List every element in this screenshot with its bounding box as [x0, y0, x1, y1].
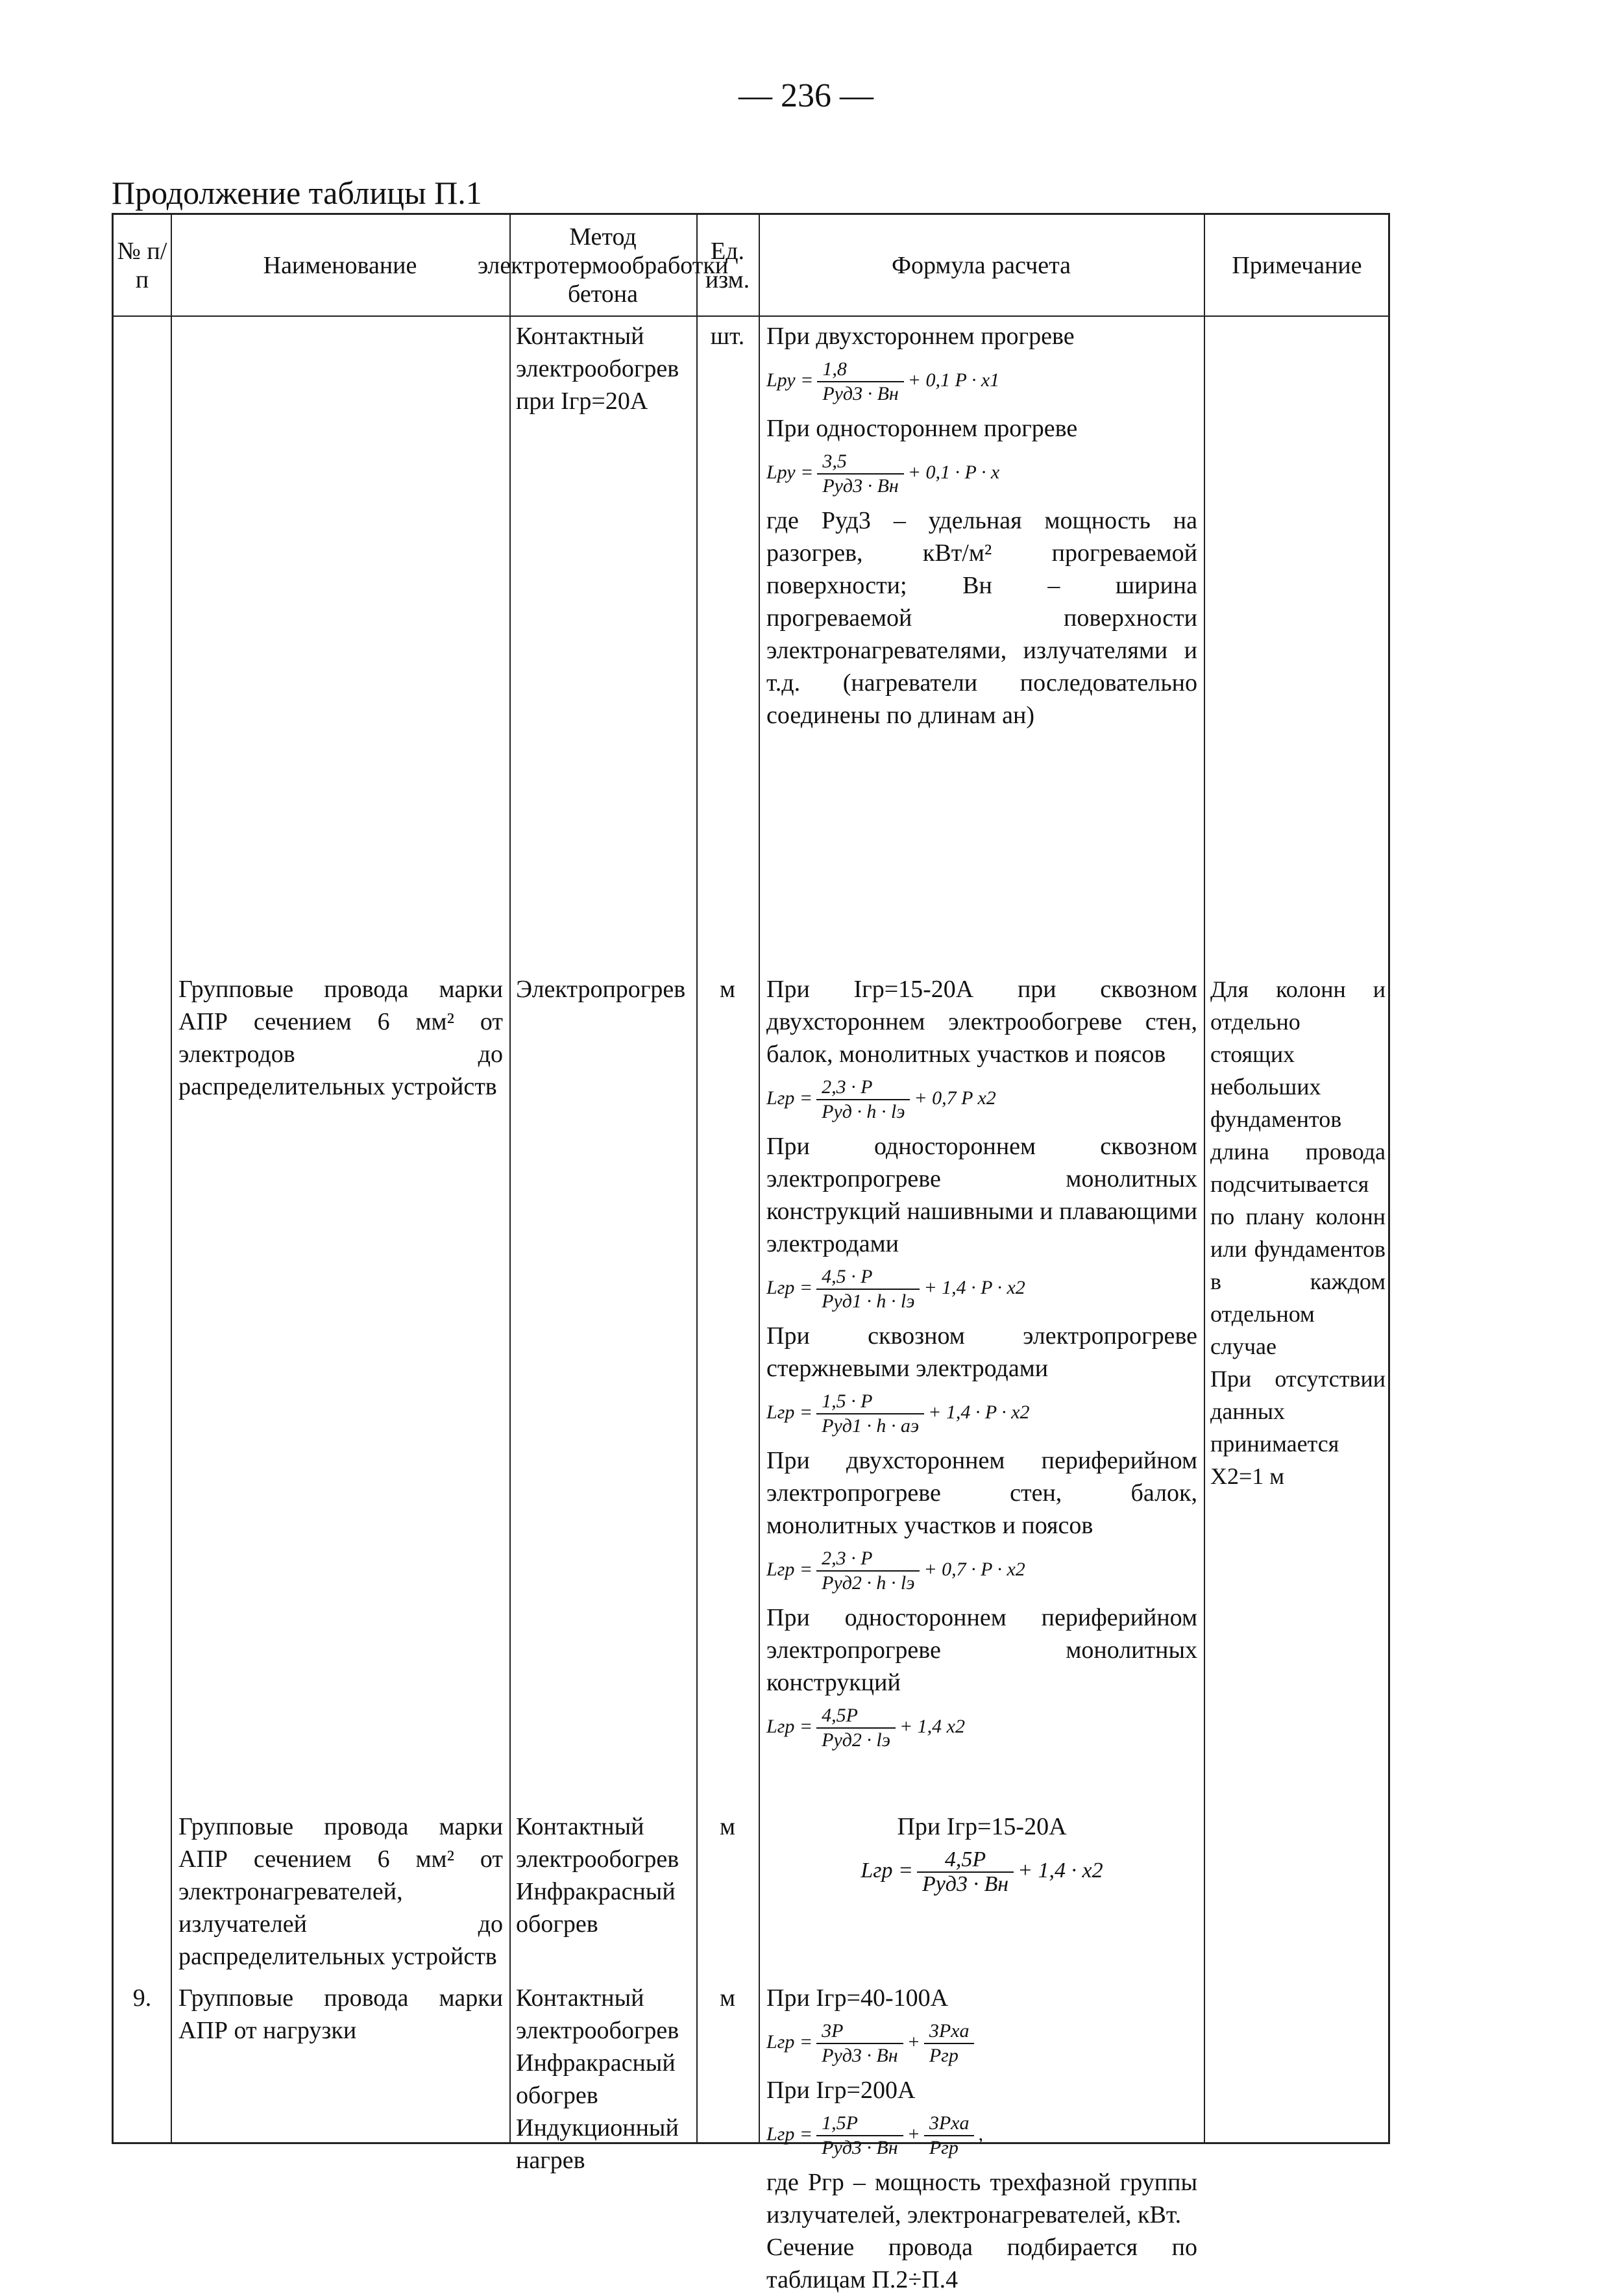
row-a-unit: шт. — [710, 323, 745, 350]
formula: Lру = 1,8 Pуд3 · Bн + 0,1 P · x1 — [766, 358, 1000, 404]
table-caption: Продолжение таблицы П.1 — [112, 175, 482, 211]
formula: Lгр = 1,5P Pуд3 · Bн + 3Pxа Pгр , — [766, 2112, 983, 2158]
row-b-unit: м — [719, 976, 736, 1003]
note-2: При отсутствии данных принимается X2=1 м — [1210, 1366, 1386, 1489]
row-d-text-3: где Ргр – мощность трехфазной группы излучателей, электронагревателей, кВт. — [766, 2169, 1197, 2228]
column-divider — [759, 215, 760, 2142]
formula: Lгр = 2,3 · P Pуд · h · lэ + 0,7 P x2 — [766, 1076, 996, 1122]
row-b-text-4: При двухстороннем периферийном электропрогреве стен, балок, монолитных участков и поясов — [766, 1447, 1197, 1539]
method-3: Индукционный нагрев — [516, 2114, 679, 2174]
row-b-method: Электропрогрев — [516, 976, 686, 1003]
row-c-text-1: При Iгр=15-20А — [897, 1813, 1067, 1840]
method-2: Инфракрасный обогрев — [516, 1878, 676, 1938]
column-divider — [171, 215, 172, 2142]
header-note: Примечание — [1232, 251, 1362, 279]
row-d-text-4: Сечение провода подбирается по таблицам П.2÷П.4 — [766, 2234, 1197, 2293]
row-b-formulas — [766, 973, 1197, 1759]
formula: Lру = 3,5 Pуд3 · Bн + 0,1 · P · x — [766, 451, 1000, 497]
row-d-unit: м — [719, 1984, 736, 2012]
formula: Lгр = 3P Pуд3 · Bн + 3Pxа Pгр — [766, 2019, 1197, 2068]
header-method: Метод электротермообработки бетона — [477, 223, 729, 308]
row-a-text-2: При одностороннем прогреве — [766, 415, 1078, 442]
row-b-text-5: При одностороннем периферийном электропрогреве монолитных конструкций — [766, 1604, 1197, 1696]
formula: Lгр = 4,5P Pуд3 · Bн + 1,4 · x2 — [861, 1847, 1103, 1896]
header-num: № п/п — [117, 237, 167, 293]
row-d-formulas — [766, 1982, 1197, 2296]
row-a-text-3: где Руд3 – удельная мощность на разогрев, кВт/м² прогреваемой поверхности; Вн – ширина прогреваемой поверхности электронагревателями, излучателями и т.д. (нагреватели последовательно соединены по длинам ан) — [766, 507, 1197, 729]
row-b-note — [1210, 973, 1386, 1492]
header-divider — [114, 315, 1388, 317]
row-b-text-2: При одностороннем сквозном электропрогреве монолитных конструкций нашивными и плавающими электродами — [766, 1133, 1197, 1257]
row-d-text-1: При Iгр=40-100А — [766, 1984, 949, 2012]
formula: Lгр = 4,5P Pуд2 · lэ + 1,4 x2 — [766, 1705, 965, 1751]
column-divider — [1204, 215, 1205, 2142]
column-divider — [509, 215, 511, 2142]
calculation-table — [112, 213, 1390, 2293]
header-name: Наименование — [263, 251, 417, 279]
row-a-formulas — [766, 320, 1197, 732]
header-formula: Формула расчета — [891, 251, 1071, 279]
note-1: Для колонн и отдельно стоящих небольших фундаментов длина провода подсчитывается по плану колонн или фундаментов в каждом отдельном случае — [1210, 976, 1386, 1359]
formula: Lгр = 4,5 · P Pуд1 · h · lэ + 1,4 · P · x2 — [766, 1266, 1025, 1312]
row-b-text-3: При сквозном электропрогреве стержневыми электродами — [766, 1322, 1197, 1382]
row-d-text-2: При Iгр=200А — [766, 2077, 916, 2104]
row-c-method — [516, 1810, 691, 1940]
row-a-text-1: При двухстороннем прогреве — [766, 323, 1075, 350]
row-d-name: Групповые провода марки АПР от нагрузки — [178, 1984, 503, 2044]
method-1: Контактный электрообогрев — [516, 1984, 679, 2044]
formula: Lгр = 1,5 · P Pуд1 · h · aэ + 1,4 · P · x2 — [766, 1390, 1030, 1437]
row-b-text-1: При Iгр=15-20А при сквозном двухстороннем электрообогреве стен, балок, монолитных участков и поясов — [766, 976, 1197, 1068]
page-number: — 236 — — [739, 77, 873, 114]
method-1: Контактный электрообогрев — [516, 1813, 679, 1873]
method-2: Инфракрасный обогрев — [516, 2049, 676, 2109]
formula: Lгр = 2,3 · P Pуд2 · h · lэ + 0,7 · P · x2 — [766, 1548, 1025, 1594]
row-b-name: Групповые провода марки АПР сечением 6 мм² от электродов до распределительных устройств — [178, 976, 503, 1100]
row-c-formulas — [766, 1810, 1197, 1903]
header-unit: Ед. изм. — [705, 237, 750, 293]
row-c-name: Групповые провода марки АПР сечением 6 мм² от электронагревателей, излучателей до распределительных устройств — [178, 1813, 503, 1970]
row-d-method — [516, 1982, 691, 2177]
row-d-num: 9. — [132, 1984, 152, 2012]
row-c-unit: м — [719, 1813, 736, 1840]
column-divider — [696, 215, 698, 2142]
row-a-method: Контактный электрообогрев при Iгр=20А — [516, 323, 679, 415]
